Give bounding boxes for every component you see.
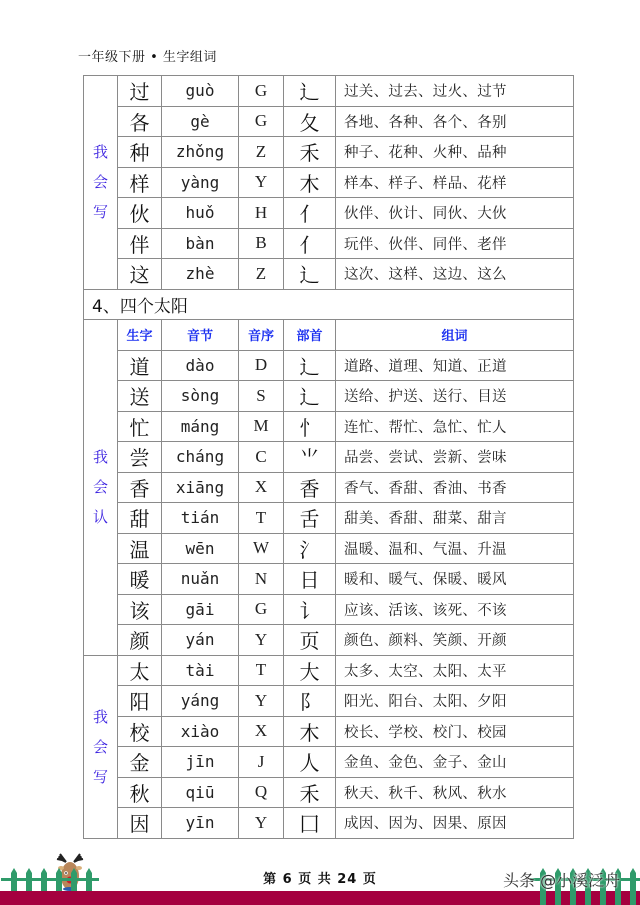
letter-cell: D — [239, 350, 284, 381]
char-cell: 忙 — [118, 411, 162, 442]
table-row — [84, 655, 574, 686]
pinyin-cell: yīn — [162, 808, 239, 839]
letter-cell: W — [239, 533, 284, 564]
char-cell: 因 — [118, 808, 162, 839]
letter-cell: Y — [239, 686, 284, 717]
words-cell: 暖和、暖气、保暖、暖风 — [336, 564, 574, 595]
char-cell: 秋 — [118, 777, 162, 808]
column-header-words: 组词 — [336, 320, 574, 351]
table-row — [84, 777, 574, 808]
words-cell: 玩伴、伙伴、同伴、老伴 — [336, 228, 574, 259]
pinyin-cell: yàng — [162, 167, 239, 198]
words-cell: 种子、花种、火种、品种 — [336, 137, 574, 168]
column-header-row — [84, 320, 574, 351]
words-cell: 这次、这样、这边、这么 — [336, 259, 574, 290]
char-cell: 阳 — [118, 686, 162, 717]
words-cell: 甜美、香甜、甜菜、甜言 — [336, 503, 574, 534]
table-row — [84, 411, 574, 442]
pinyin-cell: xiào — [162, 716, 239, 747]
letter-cell: Y — [239, 625, 284, 656]
pinyin-cell: zhè — [162, 259, 239, 290]
words-cell: 金鱼、金色、金子、金山 — [336, 747, 574, 778]
column-header-radical: 部首 — [284, 320, 336, 351]
words-cell: 温暖、温和、气温、升温 — [336, 533, 574, 564]
pinyin-cell: xiāng — [162, 472, 239, 503]
table-row — [84, 716, 574, 747]
radical-cell: 大 — [284, 655, 336, 686]
pinyin-cell: yán — [162, 625, 239, 656]
radical-cell: 辶 — [284, 381, 336, 412]
char-cell: 校 — [118, 716, 162, 747]
char-cell: 道 — [118, 350, 162, 381]
table-row — [84, 167, 574, 198]
letter-cell: X — [239, 716, 284, 747]
radical-cell: 木 — [284, 716, 336, 747]
words-cell: 伙伴、伙计、同伙、大伙 — [336, 198, 574, 229]
letter-cell: Z — [239, 137, 284, 168]
char-cell: 颜 — [118, 625, 162, 656]
radical-cell: 页 — [284, 625, 336, 656]
column-header-char: 生字 — [118, 320, 162, 351]
radical-cell: 氵 — [284, 533, 336, 564]
words-cell: 各地、各种、各个、各别 — [336, 106, 574, 137]
page-number: 第 6 页 共 24 页 — [263, 872, 377, 887]
pinyin-cell: jīn — [162, 747, 239, 778]
pinyin-cell: qiū — [162, 777, 239, 808]
words-cell: 应该、活该、该死、不该 — [336, 594, 574, 625]
char-cell: 该 — [118, 594, 162, 625]
radical-cell: 人 — [284, 747, 336, 778]
char-cell: 这 — [118, 259, 162, 290]
words-cell: 香气、香甜、香油、书香 — [336, 472, 574, 503]
words-cell: 秋天、秋千、秋风、秋水 — [336, 777, 574, 808]
lesson-title: 4、四个太阳 — [84, 289, 574, 320]
radical-cell: 辶 — [284, 259, 336, 290]
letter-cell: G — [239, 594, 284, 625]
words-cell: 阳光、阳台、太阳、夕阳 — [336, 686, 574, 717]
letter-cell: N — [239, 564, 284, 595]
watermark-text: 头条 @小溪泛舟 — [503, 871, 621, 890]
table-row — [84, 747, 574, 778]
char-cell: 甜 — [118, 503, 162, 534]
table-row — [84, 381, 574, 412]
pinyin-cell: sòng — [162, 381, 239, 412]
pinyin-cell: máng — [162, 411, 239, 442]
pinyin-cell: zhǒng — [162, 137, 239, 168]
radical-cell: 辶 — [284, 350, 336, 381]
table-row — [84, 350, 574, 381]
char-cell: 样 — [118, 167, 162, 198]
pinyin-cell: nuǎn — [162, 564, 239, 595]
table-row — [84, 198, 574, 229]
radical-cell: 辶 — [284, 76, 336, 107]
letter-cell: H — [239, 198, 284, 229]
table-row — [84, 106, 574, 137]
letter-cell: Y — [239, 167, 284, 198]
words-cell: 连忙、帮忙、急忙、忙人 — [336, 411, 574, 442]
radical-cell: 阝 — [284, 686, 336, 717]
radical-cell: 木 — [284, 167, 336, 198]
radical-cell: 日 — [284, 564, 336, 595]
words-cell: 品尝、尝试、尝新、尝味 — [336, 442, 574, 473]
words-cell: 送给、护送、送行、目送 — [336, 381, 574, 412]
words-cell: 校长、学校、校门、校园 — [336, 716, 574, 747]
radical-cell: 禾 — [284, 137, 336, 168]
letter-cell: S — [239, 381, 284, 412]
radical-cell: 舌 — [284, 503, 336, 534]
letter-cell: C — [239, 442, 284, 473]
letter-cell: B — [239, 228, 284, 259]
radical-cell: 夂 — [284, 106, 336, 137]
char-cell: 伙 — [118, 198, 162, 229]
letter-cell: G — [239, 106, 284, 137]
radical-cell: 亻 — [284, 228, 336, 259]
char-cell: 香 — [118, 472, 162, 503]
table-row — [84, 228, 574, 259]
letter-cell: G — [239, 76, 284, 107]
radical-cell: 讠 — [284, 594, 336, 625]
char-cell: 太 — [118, 655, 162, 686]
words-cell: 过关、过去、过火、过节 — [336, 76, 574, 107]
letter-cell: Z — [239, 259, 284, 290]
column-header-pinyin: 音节 — [162, 320, 239, 351]
radical-cell: 亻 — [284, 198, 336, 229]
lesson-title-row — [84, 289, 574, 320]
char-cell: 伴 — [118, 228, 162, 259]
pinyin-cell: dào — [162, 350, 239, 381]
table-row — [84, 137, 574, 168]
char-cell: 尝 — [118, 442, 162, 473]
char-cell: 金 — [118, 747, 162, 778]
table-row — [84, 808, 574, 839]
section-label-write: 我 会 写 — [84, 655, 118, 838]
letter-cell: X — [239, 472, 284, 503]
pinyin-cell: guò — [162, 76, 239, 107]
words-cell: 成因、因为、因果、原因 — [336, 808, 574, 839]
char-cell: 过 — [118, 76, 162, 107]
table-row — [84, 564, 574, 595]
pinyin-cell: gāi — [162, 594, 239, 625]
char-cell: 送 — [118, 381, 162, 412]
table-row — [84, 259, 574, 290]
table-row — [84, 76, 574, 107]
pinyin-cell: huǒ — [162, 198, 239, 229]
table-row — [84, 686, 574, 717]
letter-cell: T — [239, 655, 284, 686]
pinyin-cell: cháng — [162, 442, 239, 473]
section-label-write: 我 会 写 — [84, 76, 118, 290]
table-row — [84, 503, 574, 534]
char-cell: 各 — [118, 106, 162, 137]
table-row — [84, 533, 574, 564]
page-header-title: 一年级下册 • 生字组词 — [78, 50, 217, 65]
words-cell: 样本、样子、样品、花样 — [336, 167, 574, 198]
pinyin-cell: yáng — [162, 686, 239, 717]
words-cell: 道路、道理、知道、正道 — [336, 350, 574, 381]
pinyin-cell: bàn — [162, 228, 239, 259]
pinyin-cell: gè — [162, 106, 239, 137]
table-row — [84, 472, 574, 503]
letter-cell: M — [239, 411, 284, 442]
radical-cell: ⺌ — [284, 442, 336, 473]
letter-cell: T — [239, 503, 284, 534]
radical-cell: 禾 — [284, 777, 336, 808]
section-label-recognize: 我 会 认 — [84, 320, 118, 656]
letter-cell: Q — [239, 777, 284, 808]
column-header-letter: 音序 — [239, 320, 284, 351]
radical-cell: 香 — [284, 472, 336, 503]
pinyin-cell: wēn — [162, 533, 239, 564]
table-row — [84, 594, 574, 625]
pinyin-cell: tài — [162, 655, 239, 686]
letter-cell: Y — [239, 808, 284, 839]
letter-cell: J — [239, 747, 284, 778]
table-row — [84, 442, 574, 473]
radical-cell: 忄 — [284, 411, 336, 442]
char-cell: 种 — [118, 137, 162, 168]
char-cell: 温 — [118, 533, 162, 564]
words-cell: 颜色、颜料、笑颜、开颜 — [336, 625, 574, 656]
vocab-table — [83, 75, 574, 839]
words-cell: 太多、太空、太阳、太平 — [336, 655, 574, 686]
pinyin-cell: tián — [162, 503, 239, 534]
char-cell: 暖 — [118, 564, 162, 595]
radical-cell: 囗 — [284, 808, 336, 839]
table-row — [84, 625, 574, 656]
